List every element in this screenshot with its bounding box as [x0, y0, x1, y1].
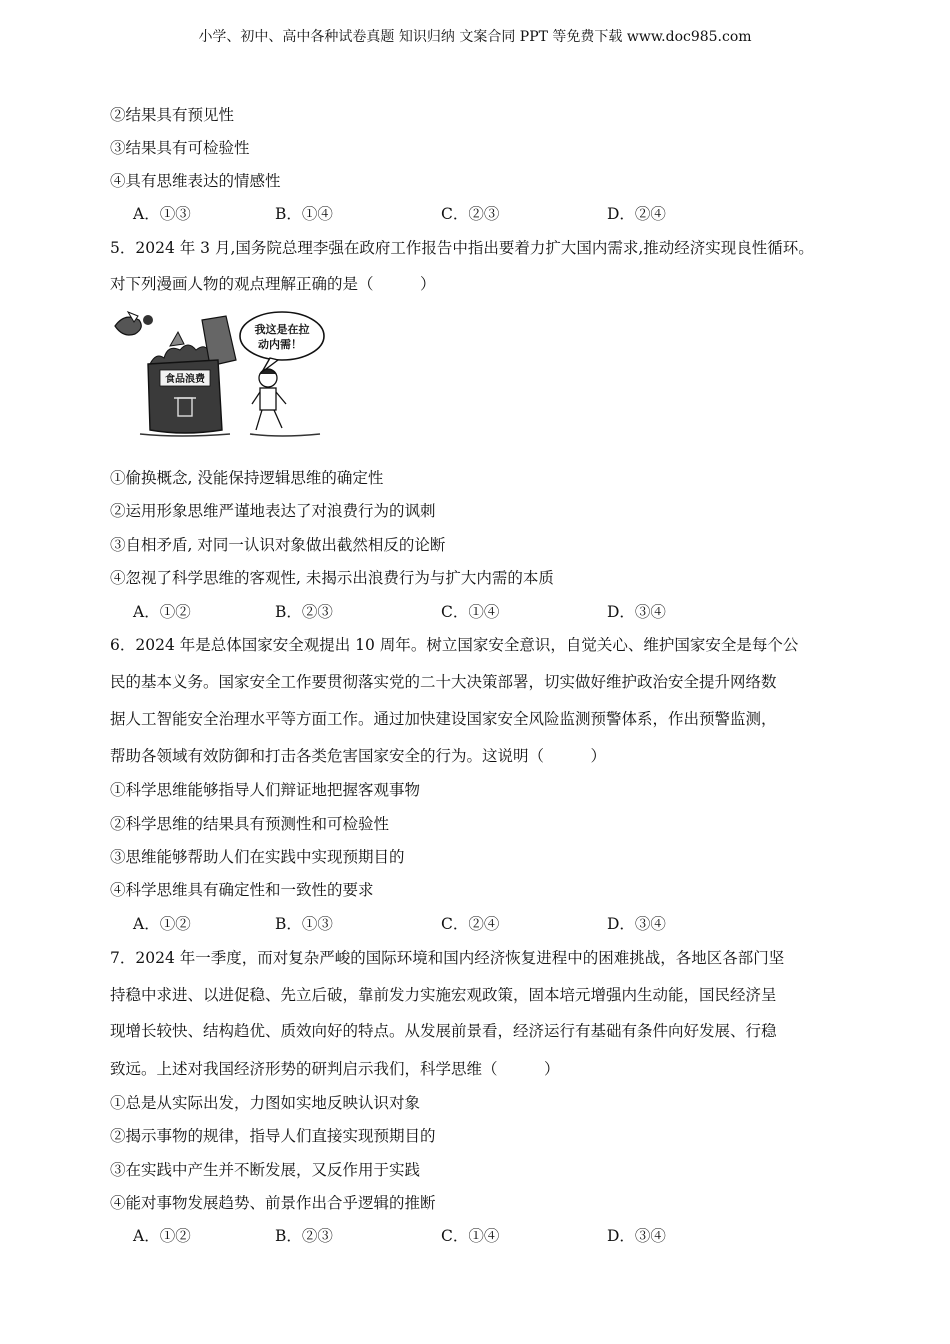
q5-option-d[interactable]: D．③④ — [607, 603, 666, 621]
q7-item-4: ④能对事物发展趋势、前景作出合乎逻辑的推断 — [110, 1194, 436, 1212]
q6-item-1: ①科学思维能够指导人们辩证地把握客观事物 — [110, 781, 421, 799]
q7-option-b[interactable]: B．②③ — [275, 1227, 333, 1245]
q5-option-a[interactable]: A．①② — [133, 603, 191, 621]
q5-item-4: ④忽视了科学思维的客观性, 未揭示出浪费行为与扩大内需的本质 — [110, 569, 554, 587]
q6-item-2: ②科学思维的结果具有预测性和可检验性 — [110, 815, 390, 833]
q4-item-3: ③结果具有可检验性 — [110, 139, 250, 157]
q7-item-2: ②揭示事物的规律，指导人们直接实现预期目的 — [110, 1127, 436, 1145]
speech-bubble — [240, 312, 324, 372]
q4-item-2: ②结果具有预见性 — [110, 106, 235, 124]
q5-option-b[interactable]: B．②③ — [275, 603, 333, 621]
q5-item-2: ②运用形象思维严谨地表达了对浪费行为的讽刺 — [110, 502, 436, 520]
bubble-line-2: 动内需！ — [258, 338, 302, 351]
q4-option-d[interactable]: D．②④ — [607, 205, 666, 223]
q6-stem-line-3: 据人工智能安全治理水平等方面工作。通过加快建设国家安全风险监测预警体系，作出预警监测， — [110, 710, 777, 728]
bubble-line-1: 我这是在拉 — [254, 323, 310, 336]
page-header: 小学、初中、高中各种试卷真题 知识归纳 文案合同 PPT 等免费下载 www.doc985.com — [198, 29, 752, 45]
walking-man-icon — [252, 369, 286, 430]
q7-item-1: ①总是从实际出发，力图如实地反映认识对象 — [110, 1094, 421, 1112]
q5-option-c[interactable]: C．①④ — [441, 603, 500, 621]
q6-option-d[interactable]: D．③④ — [607, 915, 666, 933]
flying-trash-icon — [115, 312, 153, 335]
q5-stem-line-2: 对下列漫画人物的观点理解正确的是（ ） — [110, 275, 436, 293]
q7-stem-line-2: 持稳中求进、以进促稳、先立后破，靠前发力实施宏观政策，固本培元增强内生动能，国民经济呈 — [110, 986, 777, 1004]
q4-option-a[interactable]: A．①③ — [133, 205, 191, 223]
q6-option-b[interactable]: B．①③ — [275, 915, 333, 933]
food-waste-cartoon — [110, 306, 325, 441]
q4-option-b[interactable]: B．①④ — [275, 205, 333, 223]
q6-item-3: ③思维能够帮助人们在实践中实现预期目的 — [110, 848, 405, 866]
q7-option-a[interactable]: A．①② — [133, 1227, 191, 1245]
q6-stem-line-4: 帮助各领域有效防御和打击各类危害国家安全的行为。这说明（ ） — [110, 747, 607, 765]
q5-stem-line-1: 5．2024 年 3 月,国务院总理李强在政府工作报告中指出要着力扩大国内需求,推动经济实现良性循环。 — [110, 239, 814, 257]
q6-stem-line-2: 民的基本义务。国家安全工作要贯彻落实党的二十大决策部署，切实做好维护政治安全提升网络数 — [110, 673, 777, 691]
q6-stem-line-1: 6．2024 年是总体国家安全观提出 10 周年。树立国家安全意识，自觉关心、维护国家安全是每个公 — [110, 636, 799, 654]
q6-option-a[interactable]: A．①② — [133, 915, 191, 933]
q7-item-3: ③在实践中产生并不断发展，又反作用于实践 — [110, 1161, 421, 1179]
q7-stem-line-4: 致远。上述对我国经济形势的研判启示我们，科学思维（ ） — [110, 1060, 560, 1078]
q4-item-4: ④具有思维表达的情感性 — [110, 172, 281, 190]
q7-stem-line-3: 现增长较快、结构趋优、质效向好的特点。从发展前景看，经济运行有基础有条件向好发展、行稳 — [110, 1022, 777, 1040]
bin-label: 食品浪费 — [165, 374, 205, 385]
q7-option-c[interactable]: C．①④ — [441, 1227, 500, 1245]
q5-item-1: ①偷换概念, 没能保持逻辑思维的确定性 — [110, 469, 384, 487]
q4-option-c[interactable]: C．②③ — [441, 205, 500, 223]
q7-stem-line-1: 7．2024 年一季度，而对复杂严峻的国际环境和国内经济恢复进程中的困难挑战，各地区各部门坚 — [110, 949, 785, 967]
q5-item-3: ③自相矛盾, 对同一认识对象做出截然相反的论断 — [110, 536, 446, 554]
q6-option-c[interactable]: C．②④ — [441, 915, 500, 933]
q6-item-4: ④科学思维具有确定性和一致性的要求 — [110, 881, 374, 899]
q7-option-d[interactable]: D．③④ — [607, 1227, 666, 1245]
